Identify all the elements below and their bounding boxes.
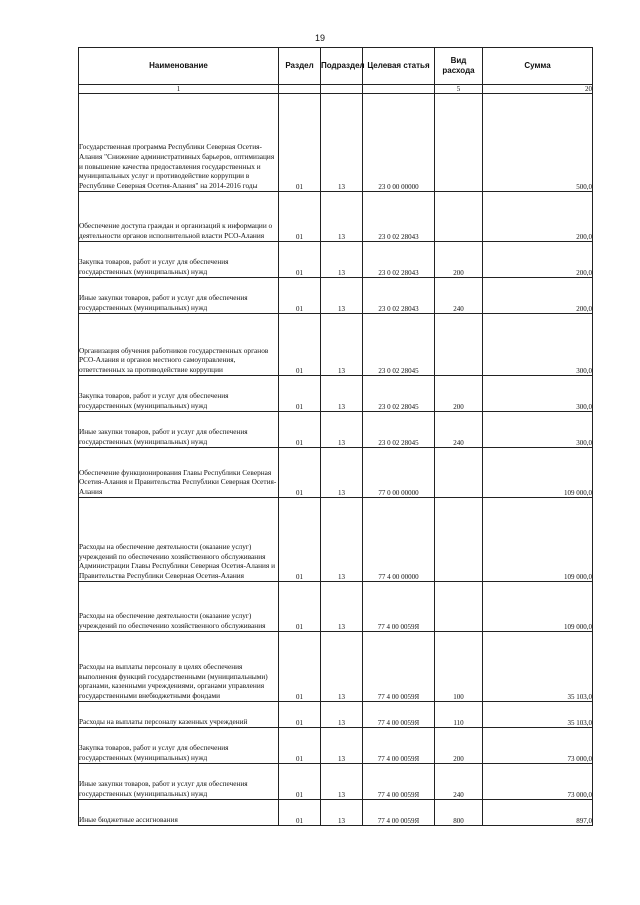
row-sum: 300,0 <box>483 376 593 412</box>
row-target: 23 0 02 28043 <box>363 242 435 278</box>
row-type <box>435 582 483 632</box>
table-header <box>79 48 593 85</box>
col-number-section <box>279 85 321 94</box>
row-type <box>435 192 483 242</box>
col-number-subsection <box>321 85 363 94</box>
row-name: Организация обучения работников государственных органов РСО-Алания и органов местного самоуправления, ответственных за противодействие коррупции <box>79 314 279 376</box>
table-row <box>79 278 593 314</box>
row-name: Расходы на выплаты персоналу в целях обеспечения выполнения функций государственными (муниципальными) органами, казенными учреждениями, органами управления государственными внебюджетными фондами <box>79 632 279 702</box>
row-type: 240 <box>435 412 483 448</box>
row-subsection: 13 <box>321 376 363 412</box>
row-section: 01 <box>279 192 321 242</box>
row-type <box>435 498 483 582</box>
row-type <box>435 448 483 498</box>
table-body <box>79 85 593 826</box>
row-target: 23 0 02 28043 <box>363 192 435 242</box>
row-type: 200 <box>435 376 483 412</box>
row-section: 01 <box>279 242 321 278</box>
row-section: 01 <box>279 448 321 498</box>
row-type <box>435 314 483 376</box>
row-sum: 200,0 <box>483 192 593 242</box>
row-subsection: 13 <box>321 728 363 764</box>
row-name: Государственная программа Республики Северная Осетия-Алания "Снижение административных барьеров, оптимизация и повышение качества предоставления государственных и муниципальных услуг и противодействие коррупции в Республике Северная Осетия-Алания" на 2014-2016 годы <box>79 94 279 192</box>
row-subsection: 13 <box>321 764 363 800</box>
header-name: Наименование <box>79 48 279 85</box>
row-name: Расходы на выплаты персоналу казенных учреждений <box>79 702 279 728</box>
row-name: Закупка товаров, работ и услуг для обеспечения государственных (муниципальных) нужд <box>79 728 279 764</box>
header-sum: Сумма <box>483 48 593 85</box>
row-target: 77 4 00 0059Я <box>363 800 435 826</box>
row-sum: 300,0 <box>483 314 593 376</box>
row-section: 01 <box>279 278 321 314</box>
row-section: 01 <box>279 412 321 448</box>
row-target: 77 4 00 00000 <box>363 498 435 582</box>
row-subsection: 13 <box>321 498 363 582</box>
row-subsection: 13 <box>321 582 363 632</box>
table-row <box>79 800 593 826</box>
page-number: 19 <box>314 33 325 43</box>
row-name: Иные закупки товаров, работ и услуг для обеспечения государственных (муниципальных) нужд <box>79 412 279 448</box>
row-target: 23 0 00 00000 <box>363 94 435 192</box>
table-row <box>79 192 593 242</box>
column-number-row <box>79 85 593 94</box>
row-type <box>435 94 483 192</box>
row-target: 23 0 02 28045 <box>363 412 435 448</box>
row-target: 77 4 00 0059Я <box>363 632 435 702</box>
table-row <box>79 314 593 376</box>
row-subsection: 13 <box>321 702 363 728</box>
row-target: 23 0 02 28045 <box>363 376 435 412</box>
row-sum: 35 103,0 <box>483 702 593 728</box>
row-target: 77 4 00 0059Я <box>363 582 435 632</box>
table-row <box>79 448 593 498</box>
row-target: 23 0 02 28045 <box>363 314 435 376</box>
row-section: 01 <box>279 728 321 764</box>
row-sum: 109 000,0 <box>483 498 593 582</box>
row-type: 200 <box>435 728 483 764</box>
row-name: Закупка товаров, работ и услуг для обеспечения государственных (муниципальных) нужд <box>79 376 279 412</box>
row-subsection: 13 <box>321 314 363 376</box>
col-number-type: 5 <box>435 85 483 94</box>
table-row <box>79 94 593 192</box>
row-sum: 200,0 <box>483 242 593 278</box>
row-section: 01 <box>279 376 321 412</box>
row-name: Иные закупки товаров, работ и услуг для обеспечения государственных (муниципальных) нужд <box>79 764 279 800</box>
row-sum: 73 000,0 <box>483 728 593 764</box>
row-sum: 109 000,0 <box>483 448 593 498</box>
row-sum: 109 000,0 <box>483 582 593 632</box>
row-target: 77 4 00 0059Я <box>363 728 435 764</box>
row-section: 01 <box>279 498 321 582</box>
row-sum: 73 000,0 <box>483 764 593 800</box>
row-subsection: 13 <box>321 412 363 448</box>
table-row <box>79 412 593 448</box>
row-subsection: 13 <box>321 448 363 498</box>
col-number-sum: 20 <box>483 85 593 94</box>
row-name: Расходы на обеспечение деятельности (оказание услуг) учреждений по обеспечению хозяйственного обслуживания <box>79 582 279 632</box>
col-number-name: 1 <box>79 85 279 94</box>
row-name: Обеспечение функционирования Главы Республики Северная Осетия-Алания и Правительства Республики Северная Осетия-Алания <box>79 448 279 498</box>
row-subsection: 13 <box>321 94 363 192</box>
row-section: 01 <box>279 702 321 728</box>
row-type: 240 <box>435 764 483 800</box>
row-section: 01 <box>279 314 321 376</box>
row-section: 01 <box>279 582 321 632</box>
row-sum: 300,0 <box>483 412 593 448</box>
row-sum: 897,0 <box>483 800 593 826</box>
header-target: Целевая статья <box>363 48 435 85</box>
header-section: Раздел <box>279 48 321 85</box>
row-target: 77 4 00 0059Я <box>363 702 435 728</box>
row-name: Иные закупки товаров, работ и услуг для обеспечения государственных (муниципальных) нужд <box>79 278 279 314</box>
row-name: Закупка товаров, работ и услуг для обеспечения государственных (муниципальных) нужд <box>79 242 279 278</box>
row-sum: 35 103,0 <box>483 632 593 702</box>
row-sum: 500,0 <box>483 94 593 192</box>
row-section: 01 <box>279 800 321 826</box>
row-type: 200 <box>435 242 483 278</box>
row-section: 01 <box>279 764 321 800</box>
row-subsection: 13 <box>321 192 363 242</box>
header-type: Вид расхода <box>435 48 483 85</box>
budget-table <box>78 47 593 826</box>
row-subsection: 13 <box>321 632 363 702</box>
row-type: 100 <box>435 632 483 702</box>
row-section: 01 <box>279 94 321 192</box>
table-row <box>79 702 593 728</box>
row-target: 77 0 00 00000 <box>363 448 435 498</box>
row-name: Обеспечение доступа граждан и организаций к информации о деятельности органов исполнительной власти РСО-Алания <box>79 192 279 242</box>
row-section: 01 <box>279 632 321 702</box>
row-subsection: 13 <box>321 278 363 314</box>
row-type: 800 <box>435 800 483 826</box>
table-row <box>79 498 593 582</box>
row-name: Расходы на обеспечение деятельности (оказание услуг) учреждений по обеспечению хозяйственного обслуживания Администрации Главы Республики Северная Осетия-Алания и Правительства Республики Северная Осетия-Алания <box>79 498 279 582</box>
table-row <box>79 242 593 278</box>
row-target: 77 4 00 0059Я <box>363 764 435 800</box>
row-subsection: 13 <box>321 242 363 278</box>
row-type: 110 <box>435 702 483 728</box>
table-row <box>79 728 593 764</box>
header-subsection: Подраздел <box>321 48 363 85</box>
table-row <box>79 376 593 412</box>
row-sum: 200,0 <box>483 278 593 314</box>
row-subsection: 13 <box>321 800 363 826</box>
row-target: 23 0 02 28043 <box>363 278 435 314</box>
row-name: Иные бюджетные ассигнования <box>79 800 279 826</box>
table-row <box>79 582 593 632</box>
table-row <box>79 764 593 800</box>
col-number-target <box>363 85 435 94</box>
row-type: 240 <box>435 278 483 314</box>
table-row <box>79 632 593 702</box>
